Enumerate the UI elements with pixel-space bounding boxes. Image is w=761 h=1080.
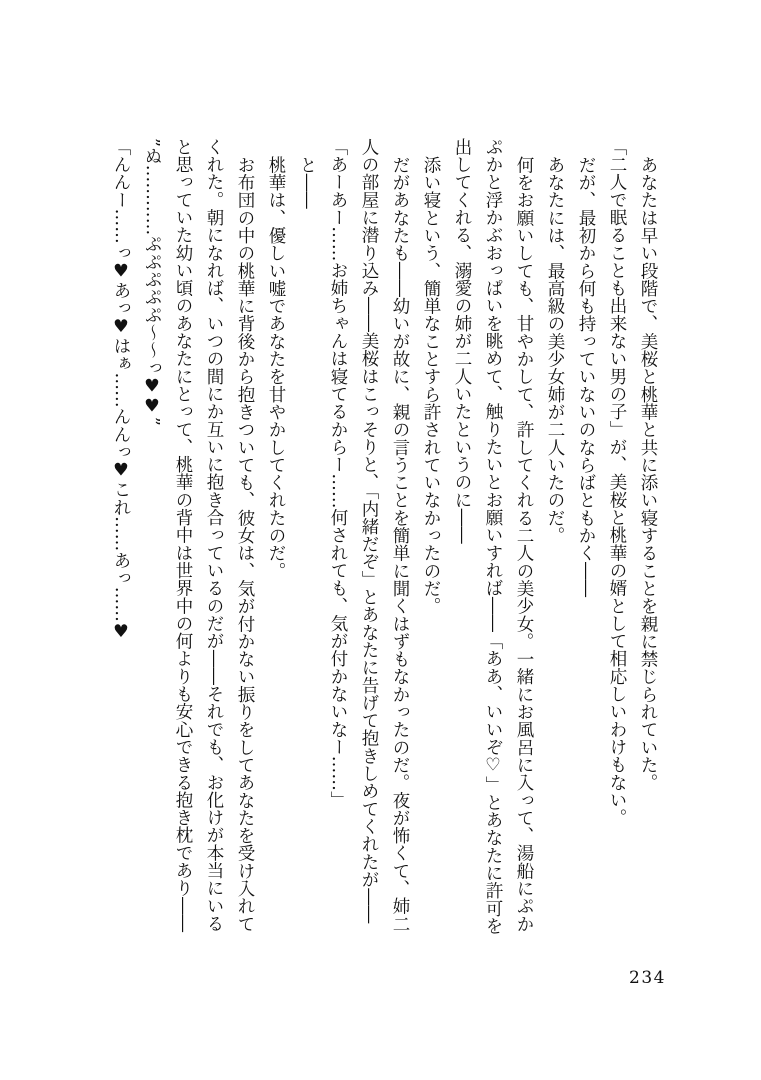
text-column: 「あーあー……お姉ちゃんは寝てるからー……何されても、気が付かないなー……」 bbox=[328, 138, 348, 809]
page-number: 234 bbox=[629, 968, 666, 988]
text-column: 出してくれる、溺愛の姉が二人いたというのに―― bbox=[452, 138, 472, 544]
text-column: だが、最初から何も持っていないのならばともかく―― bbox=[576, 155, 596, 597]
text-column: 桃華は、優しい嘘であなたを甘やかしてくれたのだ。 bbox=[266, 155, 286, 580]
text-column: くれた。朝になれば、いつの間にか互いに抱き合っているのだが――それでも、お化けが本当にいる bbox=[204, 138, 224, 933]
text-column: だがあなたも――幼いが故に、親の言うことを簡単に聞くはずもなかったのだ。夜が怖くて、姉二 bbox=[390, 155, 410, 933]
text-column: お布団の中の桃華に背後から抱きついても、彼女は、気が付かない振りをしてあなたを受け入れて bbox=[235, 155, 255, 933]
text-column: あなたは早い段階で、美桜と桃華と共に添い寝することを親に禁じられていた。 bbox=[638, 155, 658, 791]
text-column: 「んんー……っ♥あっ♥はぁ……んんっ♥これ……あっ……♥ bbox=[111, 138, 131, 643]
text-column: ”ぬ…………ぷぷぷぷぷ～～っ♥♥” bbox=[142, 138, 162, 426]
vertical-text-block bbox=[105, 138, 663, 942]
text-column: 「二人で眠ることも出来ない男の子」が、美桜と桃華の婿として相応しいわけもない。 bbox=[607, 138, 627, 827]
text-column: と思っていた幼い頃のあなたにとって、桃華の背中は世界中の何よりも安心できる抱き枕であり―― bbox=[173, 138, 193, 933]
text-column: 添い寝という、簡単なことすら許されていなかったのだ。 bbox=[421, 155, 441, 615]
text-column: と―― bbox=[297, 155, 317, 209]
text-column: ぷかと浮かぶおっぱいを眺めて、触りたいとお願いすれば――「ああ、いいぞ♡」とあなたに許可を bbox=[483, 138, 503, 935]
text-column: 何をお願いしても、甘やかして、許してくれる二人の美少女。一緒にお風呂に入って、湯船にぷか bbox=[514, 155, 534, 933]
text-column: 人の部屋に潜り込み――美桜はこっそりと、「内緒だぞ」とあなたに告げて抱きしめてくれたが―― bbox=[359, 138, 379, 924]
text-column: あなたには、最高級の美少女姉が二人いたのだ。 bbox=[545, 155, 565, 544]
